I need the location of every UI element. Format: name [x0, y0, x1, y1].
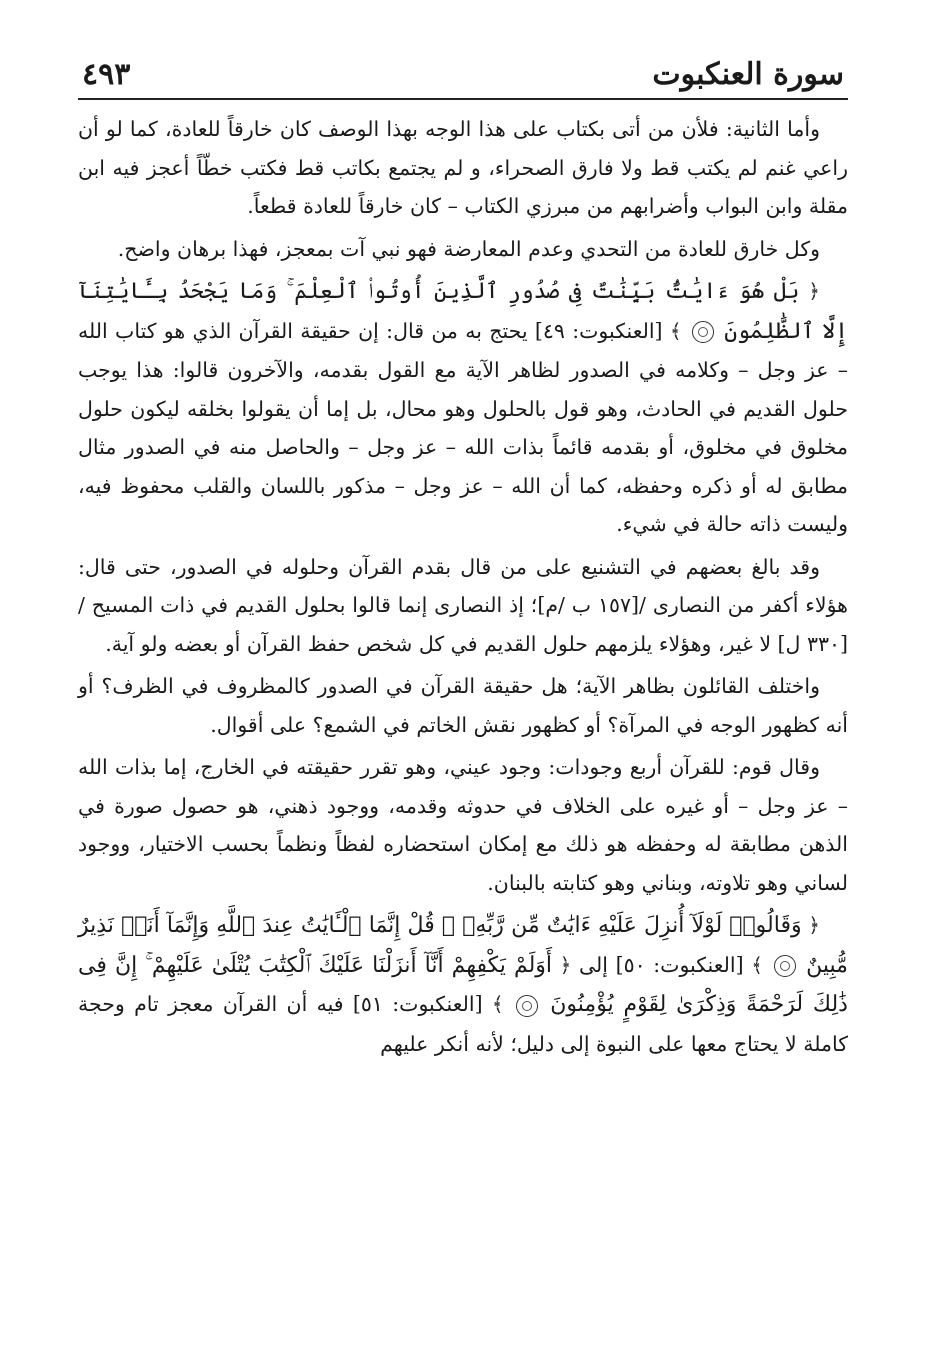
- ayah-close-bracket-icon: ﴾: [669, 318, 682, 343]
- ayah-end-marker-icon: [692, 321, 714, 343]
- quran-verse-51: أَوَلَمْ يَكْفِهِمْ أَنَّآ أَنزَلْنَا عَلَيْكَ ٱلْكِتَٰبَ يُتْلَىٰ عَلَيْهِمْ ۚ إِنَّ فِى ذَٰلِكَ لَرَحْمَةً وَذِكْرَىٰ لِقَوْمٍ يُؤْمِنُونَ: [78, 952, 848, 1017]
- paragraph-3: [78, 272, 848, 544]
- page-header: [78, 46, 848, 100]
- quran-verse-49: بَلْ هُوَ ءَايَٰتٌۢ بَيِّنَٰتٌ فِى صُدُورِ ٱلَّذِينَ أُوتُوا۟ ٱلْعِلْمَ ۚ وَمَا يَجْحَدُ بِـَٔايَٰتِنَآ إِلَّا ٱلظَّٰلِمُونَ: [78, 279, 848, 344]
- paragraph-6: وقال قوم: للقرآن أربع وجودات: وجود عيني، وهو تقرر حقيقته في الخارج، إما بذات الله – عز وجل – أو غيره على الخلاف في حدوثه وقدمه، ووجود ذهني، هو حصول صورة في الذهن مطابقة له وحفظه هو ذلك مع إمكان استحضاره لفظاً ونظماً بحسب الاختيار، ووجود لساني وهو تلاوته، وبناني وهو كتابته بالبنان.: [78, 755, 848, 895]
- page-body: [78, 100, 848, 1063]
- ayah-open-bracket-icon: ﴿: [808, 913, 820, 937]
- paragraph-1: وأما الثانية: فلأن من أتى بكتاب على هذا الوجه بهذا الوصف كان خارقاً للعادة، كما لو أن راعي غنم لم يكتب قط ولا فارق الصحراء، و لم يجتمع بكاتب قط فكتب خطّاً أعجز فيه ابن مقلة وابن البواب وأضرابهم من مبرزي الكتاب – كان خارقاً للعادة قطعاً.: [78, 117, 848, 218]
- ayah-end-marker-icon: [516, 995, 538, 1017]
- ayah-close-bracket-icon: ﴾: [751, 952, 763, 977]
- paragraph-7-text: [العنكبوت: ٥١] فيه أن القرآن معجز تام وحجة كاملة لا يحتاج معها على النبوة إلى دليل؛ لأنه أنكر عليهم: [78, 992, 848, 1056]
- paragraph-4: وقد بالغ بعضهم في التشنيع على من قال بقدم القرآن وحلوله في الصدور، حتى قال: هؤلاء أكفر من النصارى /[١٥٧ ب /م]؛ إذ النصارى إنما قالوا بحلول القديم في ذات المسيح / [٣٣٠ ل] لا غير، وهؤلاء يلزمهم حلول القديم في كل شخص حفظ القرآن أو بعضه ولو آية.: [78, 554, 848, 656]
- quran-verse-50: وَقَالُوا۟ لَوْلَآ أُنزِلَ عَلَيْهِ ءَايَٰتٌ مِّن رَّبِّهِۦ ۖ قُلْ إِنَّمَا ٱلْـَٔايَٰتُ عِندَ ٱللَّهِ وَإِنَّمَآ أَنَا۠ نَذِيرٌ مُّبِينٌ: [78, 913, 848, 978]
- paragraph-3-text: [العنكبوت: ٤٩] يحتج به من قال: إن حقيقة القرآن الذي هو كتاب الله – عز وجل – وكلامه في الصدور لظاهر الآية مع القول بقدمه، والآخرون قالوا: هذا يوجب حلول القديم في الحادث، وهو قول بالحلول وهو محال، بل إما أن يقولوا بخلقه ليكون حلول مخلوق في مخلوق، أو بقدمه قائماً بذات الله – عز وجل – والحاصل منه في الصدور مثال مطابق له أو ذكره وحفظه، كما أن الله – عز وجل – مذكور باللسان والقلب محفوظ فيه، وليست ذاته حالة في شيء.: [78, 318, 848, 536]
- paragraph-5: واختلف القائلون بظاهر الآية؛ هل حقيقة القرآن في الصدور كالمظروف في الظرف؟ أو أنه كظهور الوجه في المرآة؟ أو كظهور نقش الخاتم في الشمع؟ على أقوال.: [78, 674, 848, 737]
- paragraph-7: [78, 906, 848, 1063]
- verse-reference-50: [العنكبوت: ٥٠] إلى: [578, 952, 744, 977]
- ayah-open-bracket-icon: ﴿: [808, 279, 820, 303]
- ayah-end-marker-icon: [774, 955, 796, 977]
- page-number: ٤٩٣: [82, 57, 131, 92]
- surah-title: سورة العنكبوت: [652, 57, 844, 92]
- paragraph-2: وكل خارق للعادة من التحدي وعدم المعارضة فهو نبي آت بمعجز، فهذا برهان واضح.: [117, 236, 820, 261]
- ayah-close-bracket-icon: ﴾: [491, 992, 504, 1016]
- ayah-open-bracket-icon: ﴿: [559, 952, 572, 977]
